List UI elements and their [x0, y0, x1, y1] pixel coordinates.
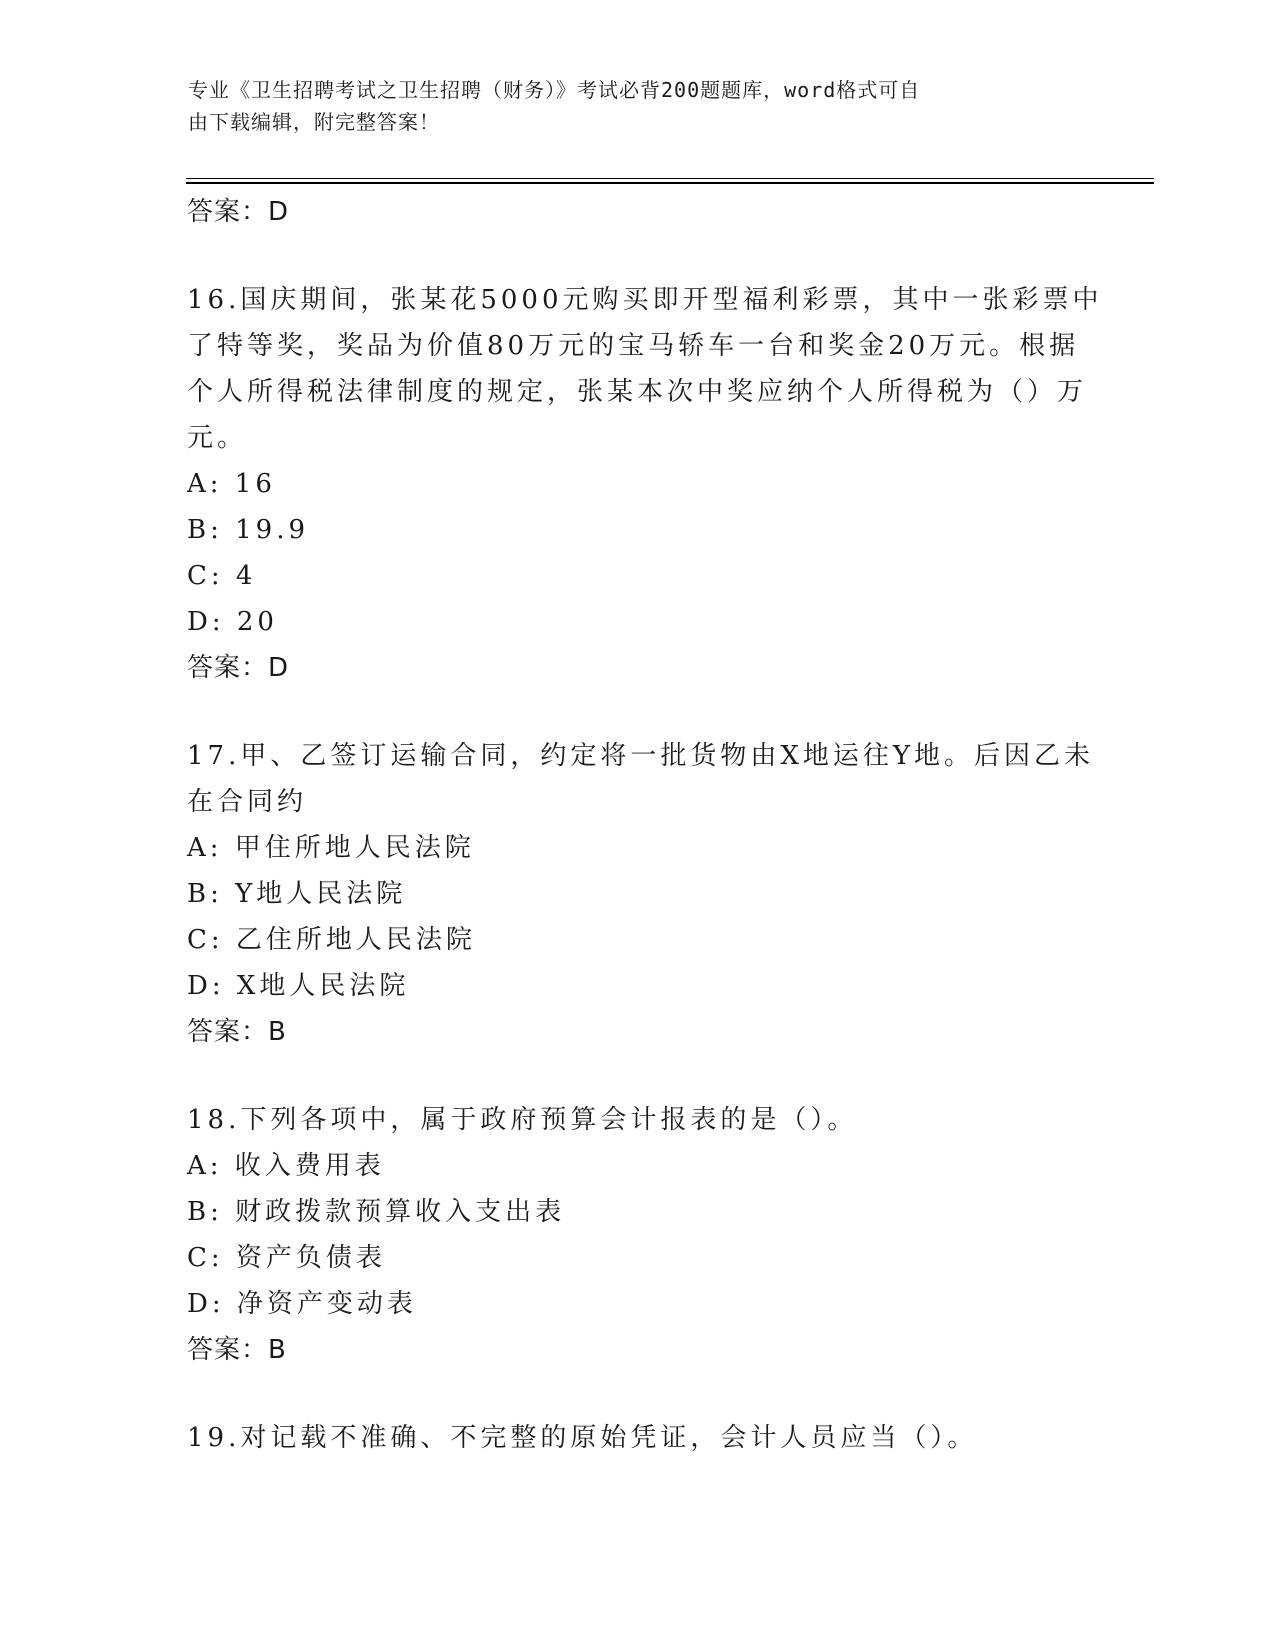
question-text-line: 元。 — [187, 423, 248, 453]
question-text-line: 在合同约 — [187, 787, 308, 817]
question-17 — [187, 733, 1095, 1055]
option-d: D: 20 — [187, 607, 278, 637]
option-a: A: 收入费用表 — [187, 1151, 385, 1181]
option-a: A: 甲住所地人民法院 — [187, 833, 475, 863]
header-divider-thin — [186, 178, 1154, 179]
header-line-1: 专业《卫生招聘考试之卫生招聘（财务）》考试必背200题题库，word格式可自 — [188, 78, 921, 102]
answer: 答案：B — [187, 1017, 287, 1047]
document-header — [188, 74, 1068, 138]
question-gap — [187, 235, 1087, 277]
option-a: A: 16 — [187, 469, 276, 499]
header-divider-thick — [186, 182, 1154, 184]
question-gap — [187, 1373, 1087, 1415]
option-d: D: X地人民法院 — [187, 971, 410, 1001]
question-16 — [187, 277, 1103, 691]
option-b: B: 财政拨款预算收入支出表 — [187, 1197, 566, 1227]
question-text-line: 17.甲、乙签订运输合同，约定将一批货物由X地运往Y地。后因乙未 — [187, 741, 1095, 771]
question-text-line: 19.对记载不准确、不完整的原始凭证，会计人员应当（）。 — [187, 1423, 978, 1453]
question-18 — [187, 1097, 1087, 1373]
option-c: C: 乙住所地人民法院 — [187, 925, 476, 955]
question-text-line: 个人所得税法律制度的规定，张某本次中奖应纳个人所得税为（）万 — [187, 377, 1088, 407]
document-body — [187, 189, 1103, 1461]
option-b: B: Y地人民法院 — [187, 879, 407, 909]
option-c: C: 4 — [187, 561, 257, 591]
previous-answer: 答案：D — [187, 197, 290, 227]
question-gap — [187, 1055, 1087, 1097]
question-19 — [187, 1415, 1087, 1461]
option-b: B: 19.9 — [187, 515, 310, 545]
header-line-2: 由下载编辑，附完整答案！ — [188, 110, 440, 134]
question-gap — [187, 691, 1087, 733]
option-d: D: 净资产变动表 — [187, 1289, 417, 1319]
answer: 答案：B — [187, 1335, 287, 1365]
question-text-line: 了特等奖，奖品为价值80万元的宝马轿车一台和奖金20万元。根据 — [187, 331, 1080, 361]
question-text-line: 16.国庆期间，张某花5000元购买即开型福利彩票，其中一张彩票中 — [187, 285, 1103, 315]
question-text-line: 18.下列各项中，属于政府预算会计报表的是（）。 — [187, 1105, 858, 1135]
answer: 答案：D — [187, 653, 290, 683]
option-c: C: 资产负债表 — [187, 1243, 386, 1273]
